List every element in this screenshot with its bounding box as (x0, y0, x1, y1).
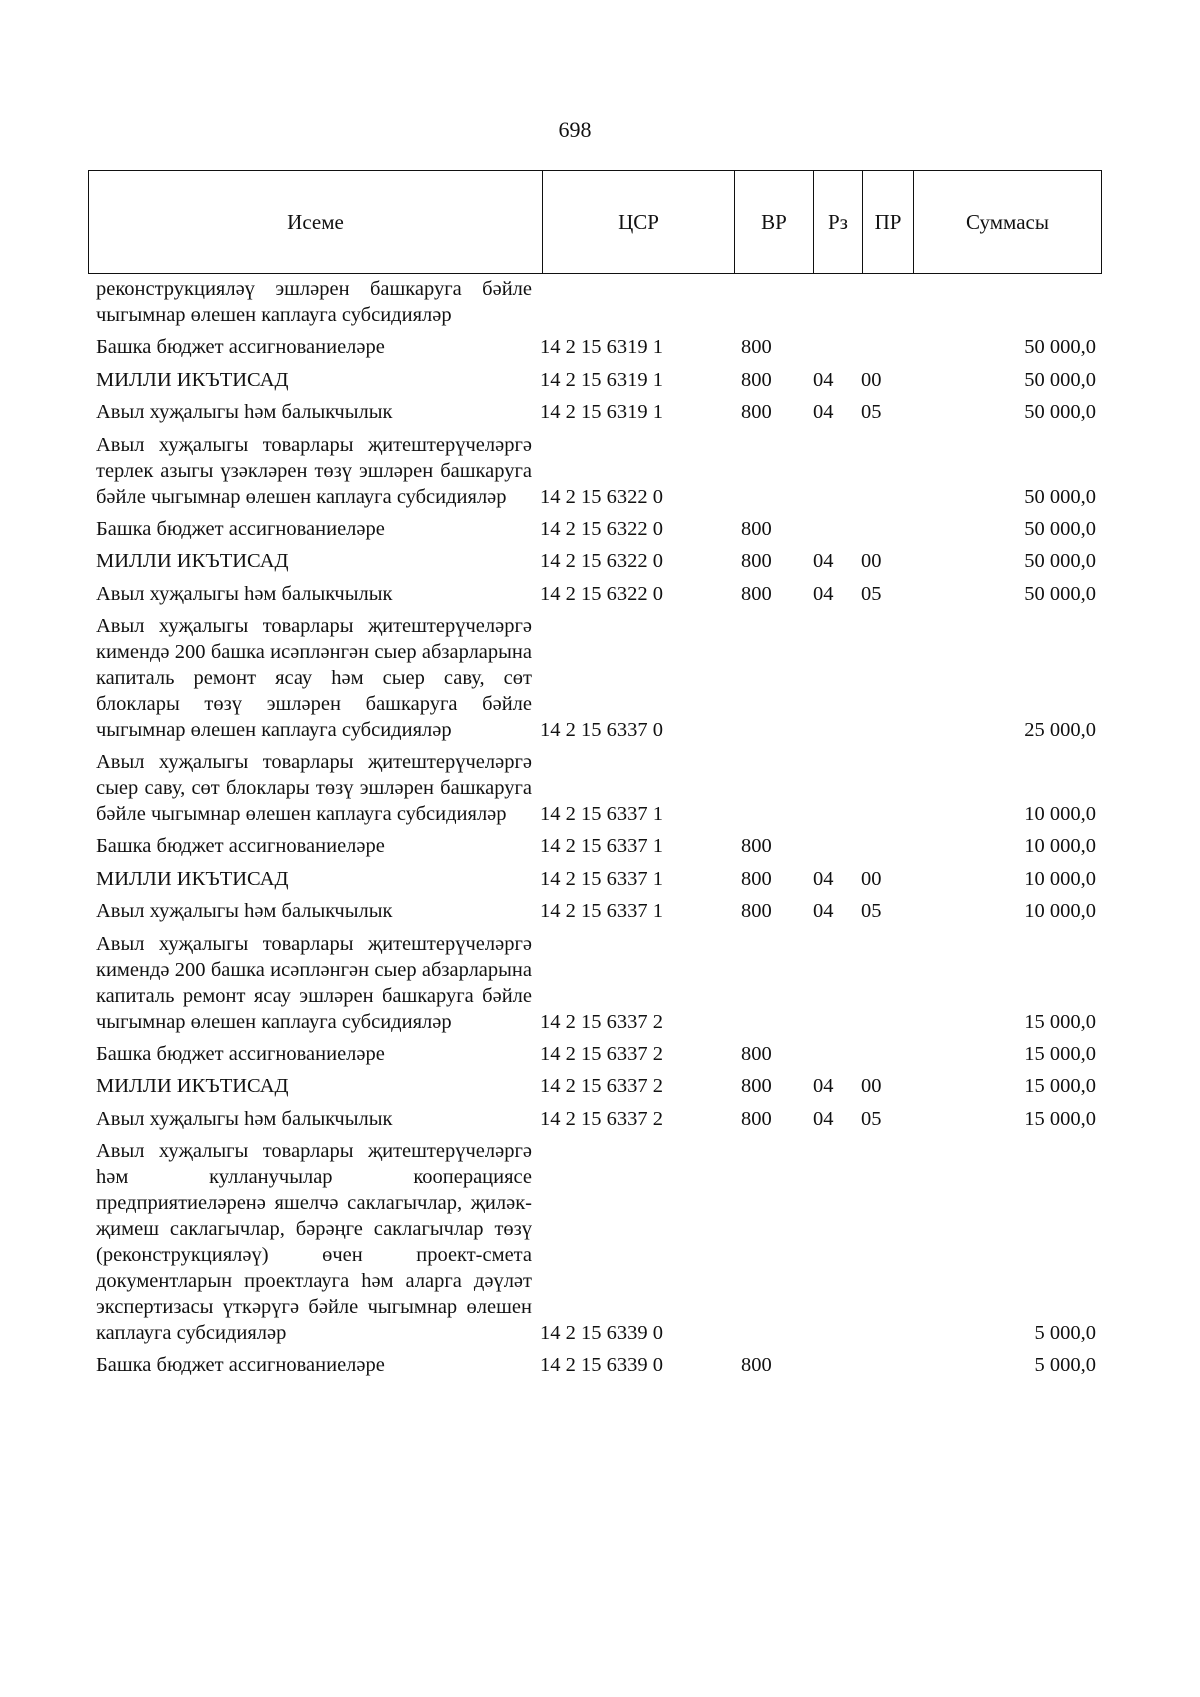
cell-sum: 5 000,0 (1034, 1354, 1096, 1376)
cell-sum: 15 000,0 (1024, 1075, 1096, 1097)
cell-csr: 14 2 15 6337 2 (540, 1107, 663, 1130)
cell-sum: 50 000,0 (1024, 485, 1096, 508)
cell-rz: 04 (813, 401, 834, 423)
table-row (96, 1352, 1096, 1378)
cell-sum: 10 000,0 (1024, 900, 1096, 922)
table-row (96, 749, 1096, 827)
header-rz: Рз (814, 171, 863, 273)
cell-name: Башка бюджет ассигнованиеләре (96, 1042, 385, 1065)
cell-vr: 800 (741, 368, 772, 391)
cell-pr: 00 (861, 550, 882, 572)
table-row (96, 1073, 1096, 1099)
cell-name: МИЛЛИ ИКЪТИСАД (96, 1075, 289, 1097)
cell-name: Авыл хуҗалыгы товарлары җитештерүчеләргә кимендә 200 башка исәпләнгән сыер абзарларына капиталь ремонт ясау эшләрен башкаруга бәйле чыгымнар өлешен каплауга субсидияләр (96, 932, 532, 1033)
cell-sum: 50 000,0 (1024, 517, 1096, 540)
cell-vr: 800 (741, 336, 772, 358)
cell-pr: 05 (861, 1107, 882, 1130)
cell-name: Авыл хуҗалыгы товарлары җитештерүчеләргә сыер саву, сөт блоклары төзү эшләрен башкаруга бәйле чыгымнар өлешен каплауга субсидияләр (96, 751, 532, 825)
table-body (96, 276, 1096, 1385)
cell-vr: 800 (741, 401, 772, 423)
cell-csr: 14 2 15 6322 0 (540, 517, 663, 540)
cell-pr: 00 (861, 1075, 882, 1097)
cell-name: Авыл хуҗалыгы товарлары җитештерүчеләргә кимендә 200 башка исәпләнгән сыер абзарларына капиталь ремонт ясау һәм сыер саву, сөт блоклары төзү эшләрен башкаруга бәйле чыгымнар өлешен каплауга субсидияләр (96, 615, 532, 741)
cell-name: Башка бюджет ассигнованиеләре (96, 835, 385, 857)
cell-sum: 10 000,0 (1024, 803, 1096, 825)
table-row (96, 1041, 1096, 1067)
table-row (96, 548, 1096, 574)
cell-csr: 14 2 15 6339 0 (540, 1322, 663, 1344)
cell-rz: 04 (813, 582, 834, 605)
cell-csr: 14 2 15 6337 2 (540, 1010, 663, 1033)
cell-sum: 15 000,0 (1024, 1107, 1096, 1130)
cell-sum: 5 000,0 (1034, 1322, 1096, 1344)
cell-name: Башка бюджет ассигнованиеләре (96, 336, 385, 358)
cell-sum: 50 000,0 (1024, 550, 1096, 572)
cell-csr: 14 2 15 6322 0 (540, 550, 663, 572)
cell-name: Авыл хуҗалыгы товарлары җитештерүчеләргә терлек азыгы үзәкләрен төзү эшләрен башкаруга бәйле чыгымнар өлешен каплауга субсидияләр (96, 433, 532, 508)
table-row (96, 1138, 1096, 1346)
cell-vr: 800 (741, 550, 772, 572)
cell-csr: 14 2 15 6337 1 (540, 867, 663, 890)
cell-sum: 50 000,0 (1024, 401, 1096, 423)
cell-sum: 50 000,0 (1024, 582, 1096, 605)
cell-name: реконструкцияләү эшләрен башкаруга бәйле чыгымнар өлешен каплауга субсидияләр (96, 278, 532, 326)
cell-sum: 50 000,0 (1024, 368, 1096, 391)
header-vr: ВР (735, 171, 814, 273)
cell-csr: 14 2 15 6337 0 (540, 719, 663, 741)
table-row (96, 276, 1096, 328)
cell-name: МИЛЛИ ИКЪТИСАД (96, 550, 289, 572)
table-row (96, 931, 1096, 1035)
cell-csr: 14 2 15 6319 1 (540, 336, 663, 358)
cell-rz: 04 (813, 1075, 834, 1097)
table-row (96, 432, 1096, 510)
table-row (96, 1106, 1096, 1132)
cell-rz: 04 (813, 1107, 834, 1130)
cell-csr: 14 2 15 6322 0 (540, 485, 663, 508)
table-row (96, 866, 1096, 892)
table-row (96, 399, 1096, 425)
cell-vr: 800 (741, 900, 772, 922)
table-row (96, 898, 1096, 924)
cell-csr: 14 2 15 6337 1 (540, 803, 663, 825)
cell-csr: 14 2 15 6337 2 (540, 1042, 663, 1065)
cell-name: МИЛЛИ ИКЪТИСАД (96, 867, 289, 890)
cell-csr: 14 2 15 6322 0 (540, 582, 663, 605)
cell-name: Авыл хуҗалыгы товарлары җитештерүчеләргә һәм кулланучылар кооперациясе предприятиеләренә яшелчә саклагычлар, җиләк-җимеш саклагычлар, бәрәңге саклагычлар төзү (реконструкцияләү) өчен проект-смета документларын проектлауга һәм аларга дәүләт экспертизасы үткәрүгә бәйле чыгымнар өлешен каплауга субсидияләр (96, 1140, 532, 1344)
cell-sum: 15 000,0 (1024, 1010, 1096, 1033)
cell-csr: 14 2 15 6339 0 (540, 1354, 663, 1376)
header-pr: ПР (863, 171, 914, 273)
header-name: Исеме (89, 171, 543, 273)
cell-vr: 800 (741, 867, 772, 890)
table-row (96, 613, 1096, 743)
cell-csr: 14 2 15 6337 2 (540, 1075, 663, 1097)
cell-rz: 04 (813, 867, 834, 890)
header-csr: ЦСР (543, 171, 735, 273)
table-row (96, 334, 1096, 360)
cell-csr: 14 2 15 6319 1 (540, 368, 663, 391)
cell-name: Авыл хуҗалыгы һәм балыкчылык (96, 1107, 393, 1130)
cell-pr: 05 (861, 582, 882, 605)
table-row (96, 833, 1096, 859)
cell-sum: 10 000,0 (1024, 867, 1096, 890)
cell-sum: 50 000,0 (1024, 336, 1096, 358)
cell-csr: 14 2 15 6319 1 (540, 401, 663, 423)
cell-sum: 25 000,0 (1024, 719, 1096, 741)
cell-name: Башка бюджет ассигнованиеләре (96, 517, 385, 540)
cell-pr: 05 (861, 401, 882, 423)
cell-sum: 10 000,0 (1024, 835, 1096, 857)
cell-vr: 800 (741, 1042, 772, 1065)
cell-vr: 800 (741, 582, 772, 605)
cell-name: Башка бюджет ассигнованиеләре (96, 1354, 385, 1376)
cell-csr: 14 2 15 6337 1 (540, 900, 663, 922)
page-number: 698 (558, 117, 592, 142)
cell-vr: 800 (741, 835, 772, 857)
cell-rz: 04 (813, 550, 834, 572)
cell-vr: 800 (741, 517, 772, 540)
table-header (88, 170, 1102, 274)
cell-rz: 04 (813, 900, 834, 922)
cell-rz: 04 (813, 368, 834, 391)
table-row (96, 516, 1096, 542)
cell-name: Авыл хуҗалыгы һәм балыкчылык (96, 900, 393, 922)
cell-name: Авыл хуҗалыгы һәм балыкчылык (96, 582, 393, 605)
cell-csr: 14 2 15 6337 1 (540, 835, 663, 857)
cell-vr: 800 (741, 1354, 772, 1376)
cell-vr: 800 (741, 1107, 772, 1130)
cell-vr: 800 (741, 1075, 772, 1097)
table-row (96, 367, 1096, 393)
table-row (96, 581, 1096, 607)
header-sum: Суммасы (966, 209, 1049, 234)
cell-pr: 00 (861, 368, 882, 391)
cell-pr: 00 (861, 867, 882, 890)
cell-sum: 15 000,0 (1024, 1042, 1096, 1065)
cell-pr: 05 (861, 900, 882, 922)
cell-name: Авыл хуҗалыгы һәм балыкчылык (96, 401, 393, 423)
cell-name: МИЛЛИ ИКЪТИСАД (96, 368, 289, 391)
